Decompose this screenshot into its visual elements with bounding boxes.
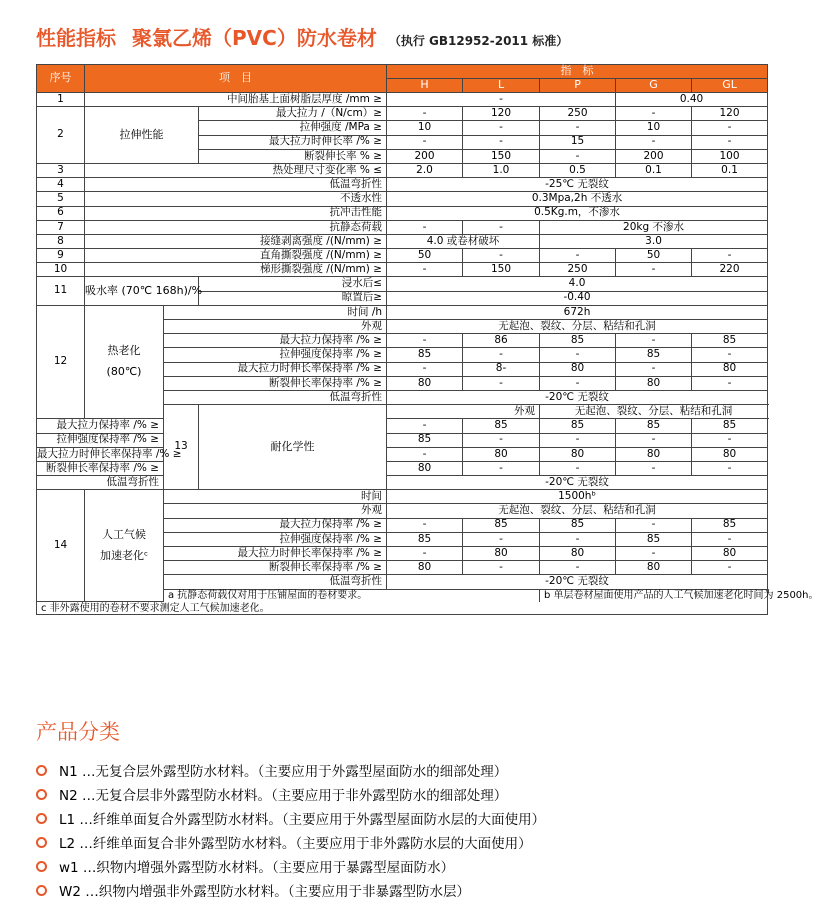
cell: - <box>387 93 616 107</box>
row-item: 热处理尺寸变化率 % ≤ <box>85 163 387 177</box>
row-item: 拉伸强度保持率 /% ≥ <box>164 532 387 546</box>
row-item: 外观 <box>387 405 540 419</box>
table-row <box>37 263 768 277</box>
cell: 80 <box>463 547 540 561</box>
header-row <box>37 65 768 79</box>
row-seq: 1 <box>37 93 85 107</box>
table-row <box>37 192 768 206</box>
cell: 4.0 <box>387 277 768 291</box>
cell: - <box>692 348 768 362</box>
table-row <box>37 305 768 319</box>
row-group: 吸水率 (70℃ 168h)/% <box>85 277 199 305</box>
cell: - <box>616 362 692 376</box>
row-group <box>85 490 164 602</box>
header-index: 指 标 <box>387 65 768 79</box>
title-main: 性能指标 <box>36 26 116 50</box>
group-label-line2: 加速老化ᶜ <box>99 548 149 562</box>
cell: 85 <box>692 334 768 348</box>
cell: 80 <box>387 461 463 475</box>
cell: - <box>463 376 540 390</box>
row-group <box>85 305 164 419</box>
grade-h: H <box>387 79 463 93</box>
cell: 85 <box>463 419 540 433</box>
footnote-c: c 非外露使用的卷材不要求测定人工气候加速老化。 <box>37 602 768 615</box>
cell: - <box>463 532 540 546</box>
cell: 85 <box>692 419 768 433</box>
cell: 80 <box>616 561 692 575</box>
cell: - <box>463 561 540 575</box>
row-seq: 4 <box>37 178 85 192</box>
cell: - <box>540 561 616 575</box>
cell: -20℃ 无裂纹 <box>387 390 768 404</box>
cell: - <box>692 461 768 475</box>
cell: 无起泡、裂纹、分层、粘结和孔洞 <box>540 405 768 419</box>
cell: 150 <box>463 149 540 163</box>
row-seq: 7 <box>37 220 85 234</box>
row-item: 不透水性 <box>85 192 387 206</box>
row-item: 最大拉力时伸长率保持率 /% ≥ <box>37 447 182 460</box>
cell: 80 <box>540 547 616 561</box>
cell: 50 <box>387 249 463 263</box>
cell: 80 <box>463 447 540 461</box>
row-seq: 14 <box>37 490 85 602</box>
cell: 1.0 <box>463 163 540 177</box>
cell: 85 <box>540 419 616 433</box>
cell: 0.1 <box>692 163 768 177</box>
cell: - <box>616 135 692 149</box>
group-label-line2: (80℃) <box>106 365 142 379</box>
cell: 250 <box>540 263 616 277</box>
row-item: 外观 <box>164 504 387 518</box>
row-item: 晾置后≥ <box>199 291 387 305</box>
cell: - <box>540 348 616 362</box>
cell: 86 <box>463 334 540 348</box>
circle-bullet-icon <box>36 861 47 872</box>
cell: 85 <box>463 518 540 532</box>
cell: - <box>387 518 463 532</box>
cell: - <box>692 135 768 149</box>
table-row <box>37 206 768 220</box>
category-text: w1 …织物内增强外露型防水材料。（主要应用于暴露型屋面防水） <box>59 860 455 876</box>
table-row <box>37 234 768 248</box>
row-item: 中间胎基上面树脂层厚度 /mm ≥ <box>85 93 387 107</box>
table-row <box>37 461 768 475</box>
row-item: 最大拉力保持率 /% ≥ <box>37 419 164 433</box>
cell: 0.1 <box>616 163 692 177</box>
row-seq: 3 <box>37 163 85 177</box>
cell: 80 <box>616 447 692 461</box>
cell: - <box>387 135 463 149</box>
cell: - <box>463 348 540 362</box>
cell: 120 <box>463 107 540 121</box>
cell: 85 <box>540 518 616 532</box>
cell: 80 <box>540 362 616 376</box>
cell: - <box>387 419 463 433</box>
title-product: 聚氯乙烯（PVC）防水卷材 <box>132 26 377 50</box>
cell: 3.0 <box>540 234 768 248</box>
list-item <box>36 806 545 830</box>
cell: 85 <box>387 433 463 447</box>
row-seq: 12 <box>37 305 85 419</box>
cell: 120 <box>692 107 768 121</box>
row-item: 拉伸强度保持率 /% ≥ <box>37 433 164 447</box>
cell: 10 <box>616 121 692 135</box>
row-item: 断裂伸长率保持率 /% ≥ <box>164 376 387 390</box>
cell: 85 <box>616 348 692 362</box>
cell: - <box>387 547 463 561</box>
cell: 80 <box>616 376 692 390</box>
row-item: 断裂伸长率保持率 /% ≥ <box>164 561 387 575</box>
grade-g: G <box>616 79 692 93</box>
cell: - <box>692 249 768 263</box>
row-seq: 6 <box>37 206 85 220</box>
row-item: 拉伸强度 /MPa ≥ <box>199 121 387 135</box>
cell: 80 <box>692 547 768 561</box>
category-text: L1 …纤维单面复合外露型防水材料。（主要应用于外露型屋面防水层的大面使用） <box>59 812 546 828</box>
row-item: 最大拉力保持率 /% ≥ <box>164 518 387 532</box>
row-item: 抗静态荷载 <box>85 220 387 234</box>
cell: - <box>692 433 768 447</box>
cell: - <box>540 249 616 263</box>
cell: - <box>463 461 540 475</box>
grade-gl: GL <box>692 79 768 93</box>
cell: 20kg 不渗水 <box>540 220 768 234</box>
cell: 85 <box>616 532 692 546</box>
cell: - <box>616 107 692 121</box>
list-item <box>36 878 545 902</box>
cell: 150 <box>463 263 540 277</box>
list-item <box>36 854 545 878</box>
row-item: 断裂伸长率保持率 /% ≥ <box>37 461 164 475</box>
list-item <box>36 758 545 782</box>
cell: 100 <box>692 149 768 163</box>
cell: 80 <box>692 447 768 461</box>
table-row <box>37 277 768 291</box>
category-text: N1 …无复合层外露型防水材料。（主要应用于外露型屋面防水的细部处理） <box>59 764 508 780</box>
row-seq: 9 <box>37 249 85 263</box>
cell: - <box>463 249 540 263</box>
cell: - <box>463 135 540 149</box>
row-item: 最大拉力时伸长率保持率 /% ≥ <box>164 362 387 376</box>
table-row <box>37 419 768 433</box>
cell: - <box>616 334 692 348</box>
circle-bullet-icon <box>36 837 47 848</box>
cell: -25℃ 无裂纹 <box>387 178 768 192</box>
cell: - <box>616 547 692 561</box>
cell: - <box>387 263 463 277</box>
table-row <box>37 163 768 177</box>
row-group: 拉伸性能 <box>85 107 199 164</box>
cell: -20℃ 无裂纹 <box>387 476 768 490</box>
cell: - <box>616 461 692 475</box>
category-list <box>36 758 545 902</box>
row-item: 最大拉力 /（N/cm）≥ <box>199 107 387 121</box>
cell: - <box>387 107 463 121</box>
cell: - <box>540 121 616 135</box>
row-item: 浸水后≤ <box>199 277 387 291</box>
cell: - <box>463 433 540 447</box>
header-item: 项 目 <box>85 65 387 93</box>
title-standard: （执行 GB12952-2011 标准） <box>388 34 569 48</box>
cell: - <box>540 149 616 163</box>
footnote-row <box>37 602 768 615</box>
cell: 10 <box>387 121 463 135</box>
cell: 250 <box>540 107 616 121</box>
row-seq: 10 <box>37 263 85 277</box>
cell: 80 <box>540 447 616 461</box>
cell: 200 <box>616 149 692 163</box>
cell: 85 <box>387 348 463 362</box>
cell: 15 <box>540 135 616 149</box>
cell: - <box>540 376 616 390</box>
row-item: 低温弯折性 <box>164 390 387 404</box>
circle-bullet-icon <box>36 765 47 776</box>
table-row <box>37 447 768 461</box>
list-item <box>36 830 545 854</box>
cell: - <box>616 263 692 277</box>
cell: - <box>692 376 768 390</box>
category-title: 产品分类 <box>36 720 120 744</box>
row-item: 断裂伸长率 % ≥ <box>199 149 387 163</box>
cell: - <box>540 461 616 475</box>
circle-bullet-icon <box>36 885 47 896</box>
cell: 2.0 <box>387 163 463 177</box>
row-item: 直角撕裂强度 /(N/mm) ≥ <box>85 249 387 263</box>
table-row <box>37 107 768 121</box>
cell: 200 <box>387 149 463 163</box>
cell: 85 <box>616 419 692 433</box>
cell: - <box>540 433 616 447</box>
table-row <box>37 490 768 504</box>
cell: - <box>692 121 768 135</box>
row-seq: 13 <box>164 405 199 490</box>
cell: 80 <box>387 376 463 390</box>
cell: 85 <box>692 518 768 532</box>
category-text: L2 …纤维单面复合非外露型防水材料。（主要应用于非外露防水层的大面使用） <box>59 836 532 852</box>
cell: 1500hᵇ <box>387 490 768 504</box>
footnote-b: b 单层卷材屋面使用产品的人工气候加速老化时间为 2500h。 <box>540 589 768 602</box>
table-row <box>37 178 768 192</box>
row-seq: 5 <box>37 192 85 206</box>
cell: 无起泡、裂纹、分层、粘结和孔洞 <box>387 320 768 334</box>
row-seq: 2 <box>37 107 85 164</box>
category-text: N2 …无复合层非外露型防水材料。（主要应用于非外露型防水的细部处理） <box>59 788 508 804</box>
cell: 4.0 或卷材破坏 <box>387 234 540 248</box>
cell: - <box>387 447 463 461</box>
row-item: 低温弯折性 <box>85 178 387 192</box>
row-seq: 8 <box>37 234 85 248</box>
grade-p: P <box>540 79 616 93</box>
row-item: 外观 <box>164 320 387 334</box>
cell: - <box>692 561 768 575</box>
cell: 0.40 <box>616 93 768 107</box>
cell: - <box>387 362 463 376</box>
row-item: 最大拉力时伸长率 /% ≥ <box>199 135 387 149</box>
cell: - <box>387 334 463 348</box>
circle-bullet-icon <box>36 789 47 800</box>
group-label-line1: 热老化 <box>107 344 141 358</box>
cell: - <box>463 121 540 135</box>
cell: 85 <box>540 334 616 348</box>
row-item: 最大拉力时伸长率保持率 /% ≥ <box>164 547 387 561</box>
page-title <box>36 22 568 50</box>
cell: 8- <box>463 362 540 376</box>
footnote-a: a 抗静态荷载仅对用于压铺屋面的卷材要求。 <box>164 589 540 602</box>
cell: 0.3Mpa,2h 不透水 <box>387 192 768 206</box>
row-item: 低温弯折性 <box>164 575 387 589</box>
cell: 80 <box>387 561 463 575</box>
row-item: 梯形撕裂强度 /(N/mm) ≥ <box>85 263 387 277</box>
cell: 220 <box>692 263 768 277</box>
cell: -20℃ 无裂纹 <box>387 575 768 589</box>
grade-l: L <box>463 79 540 93</box>
cell: - <box>692 532 768 546</box>
row-group: 耐化学性 <box>199 405 387 490</box>
table-row <box>37 249 768 263</box>
table-row <box>37 93 768 107</box>
cell: 80 <box>692 362 768 376</box>
circle-bullet-icon <box>36 813 47 824</box>
cell: - <box>387 220 463 234</box>
row-item: 抗冲击性能 <box>85 206 387 220</box>
cell: - <box>616 518 692 532</box>
cell: 无起泡、裂纹、分层、粘结和孔洞 <box>387 504 768 518</box>
cell: -0.40 <box>387 291 768 305</box>
cell: 50 <box>616 249 692 263</box>
list-item <box>36 782 545 806</box>
row-item: 时间 <box>164 490 387 504</box>
table-row <box>37 433 768 447</box>
cell: 0.5 <box>540 163 616 177</box>
row-item: 最大拉力保持率 /% ≥ <box>164 334 387 348</box>
row-item: 时间 /h <box>164 305 387 319</box>
row-item: 拉伸强度保持率 /% ≥ <box>164 348 387 362</box>
row-item: 低温弯折性 <box>37 476 164 490</box>
table-row <box>37 476 768 490</box>
cell: 672h <box>387 305 768 319</box>
cell: 85 <box>387 532 463 546</box>
cell: - <box>616 433 692 447</box>
cell: - <box>540 532 616 546</box>
group-label-line1: 人工气候 <box>102 527 146 541</box>
table-row <box>37 220 768 234</box>
row-seq: 11 <box>37 277 85 305</box>
category-text: W2 …织物内增强非外露型防水材料。（主要应用于非暴露型防水层） <box>59 884 470 900</box>
cell: 0.5Kg.m，不渗水 <box>387 206 768 220</box>
header-seq: 序号 <box>37 65 85 93</box>
performance-table <box>36 64 819 615</box>
cell: - <box>463 220 540 234</box>
row-item: 接缝剥离强度 /(N/mm) ≥ <box>85 234 387 248</box>
